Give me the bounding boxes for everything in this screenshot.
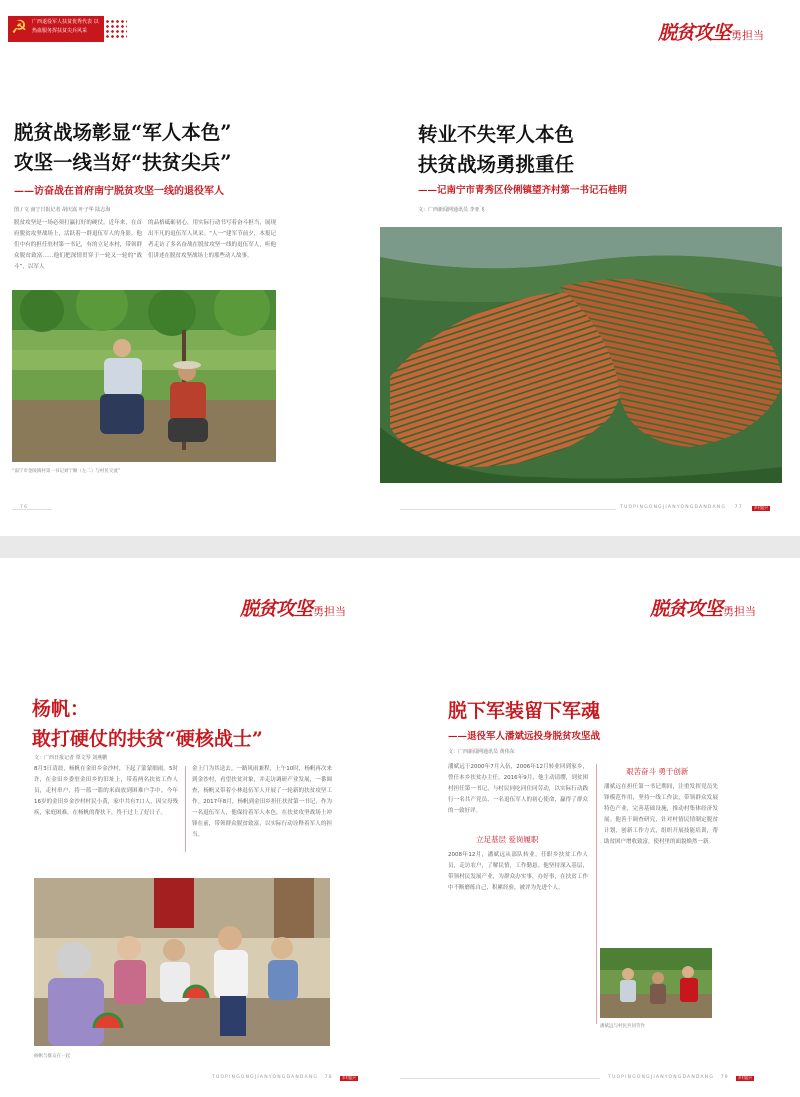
article-subtitle: ——记南宁市青秀区伶俐镇望齐村第一书记石桂明	[418, 185, 628, 196]
title-line: 杨帆：	[32, 698, 90, 720]
page-number: 79	[720, 1075, 729, 1080]
article-title	[32, 694, 263, 754]
hammer-sickle-icon: ☭	[11, 17, 28, 38]
footer-rule	[12, 509, 52, 510]
aerial-photo-terraced-hills	[380, 227, 782, 483]
article-photo-field-work	[600, 948, 712, 1018]
page-78	[0, 558, 400, 1097]
brand-suffix: 勇担当	[313, 605, 347, 618]
article-byline: 文：广西新闻网通讯员 黄伟东	[448, 749, 515, 755]
article-photo-watermelon-gathering	[34, 878, 330, 1046]
magazine-spread-2	[0, 558, 800, 1097]
column-divider	[185, 766, 186, 852]
title-line: 敢打硬仗的扶贫“硬核战士”	[32, 728, 263, 750]
photo-caption: “南宁市金陵镇村第一书记刘宁顺（左二）与村民交流”	[12, 469, 121, 474]
page-76	[0, 0, 400, 536]
section-heading-1: 立足基层 爱岗履职	[476, 835, 539, 844]
article-subtitle: ——访奋战在首府南宁脱贫攻坚一线的退役军人	[14, 186, 224, 197]
brand-suffix: 勇担当	[731, 29, 765, 42]
article-photo-kiwi-orchard	[12, 290, 276, 462]
page-number: 78	[324, 1075, 333, 1080]
article-byline: 文：广西日报记者 覃文琴 刘燕鹏	[34, 755, 108, 761]
title-line: 攻坚一线当好“扶贫尖兵”	[14, 151, 232, 174]
page-number: 76	[20, 505, 29, 510]
footer-rule	[400, 1078, 600, 1079]
brand-logo	[658, 18, 764, 45]
brand-logo	[650, 594, 756, 621]
section-tag: 乡村振兴	[738, 1076, 752, 1080]
footer-text: TUOPINGONGJIANYONGDANDANG	[608, 1075, 715, 1080]
brand-name: 脱贫攻坚	[650, 598, 723, 620]
footer-running-title	[604, 1075, 733, 1080]
photo-kiwi-orchard	[12, 290, 276, 462]
photo-terraced-hills	[380, 227, 782, 483]
article-subtitle: ——退役军人潘斌远投身脱贫攻坚战	[448, 731, 601, 742]
section-2-body: 潘斌远在担任第一书记期间，注重发挥党员先锋模范作用，坚持一线工作法，带领群众发展特色产业，完善基础设施，推动村集体经济发展。他善于调查研究，针对村情民情制定脱贫计划，创新工作方式，组织开展技能培训，帮助贫困户增收致富，使村里的面貌焕然一新。	[604, 784, 718, 845]
section-1-body: 2008年12月，潘斌远从部队转业，任职乡扶贫工作人员，走访农户，了解民情，工作勤恳。他坚持深入基层，带领村民发展产业，为群众办实事，办好事，在扶贫工作中不断磨练自己，积累经验，被评为先进个人。	[448, 852, 588, 891]
photo-caption: 杨帆与群众在一起	[34, 1054, 70, 1059]
page-79	[400, 558, 800, 1097]
section-tag: 乡村振兴	[342, 1076, 356, 1080]
article-byline: 文：广西新闻网通讯员 李亚飞	[418, 207, 485, 213]
title-line: 转业不失军人本色	[418, 123, 575, 146]
photo-caption: 潘斌远与村民共同劳作	[600, 1024, 645, 1029]
brand-name: 脱贫攻坚	[658, 22, 731, 44]
section-heading-2: 艰苦奋斗 勇于创新	[626, 767, 689, 776]
body-column-2: 的品格砥砺初心，用实际行动书写着奋斗担当，展现出不凡的退伍军人风采。“人一”建军节前夕，本报记者走访了多名奋战在脱贫攻坚一线的退伍军人，听他们讲述在脱贫攻坚战场上的那些动人故事。	[148, 220, 276, 259]
brand-logo	[240, 594, 346, 621]
footer-running-title	[616, 505, 747, 510]
page-77	[400, 0, 800, 536]
badge-text: 广西退役军人扶贫优秀代表 以热血服务挥扶贫尖兵风采	[32, 19, 99, 34]
column-divider	[596, 764, 597, 1024]
party-badge	[8, 14, 124, 44]
title-line: 脱贫战场彰显“军人本色”	[14, 121, 232, 144]
intro-text: 潘斌远于2000年7月入伍，2006年12月转业回到家乡，曾任本乡扶贫办主任。2016年9月，他主动请缨，到贫困村担任第一书记，与村民同吃同住同劳动，以实际行动践行一名共产党员、一名退伍军人的初心使命，赢得了群众的一致好评。	[448, 764, 588, 814]
title-line: 扶贫战场勇挑重任	[418, 153, 575, 176]
photo-villagers-watermelon	[34, 878, 330, 1046]
body-column-1: 脱贫攻坚是一场必须打赢打好的硬仗。近年来，在首府脱贫攻坚战场上，活跃着一群退伍军人的身影。他们中有的担任驻村第一书记，有的立足本村，带领群众脱贫致富……他们把深情贯穿于一轮又一轮的“战斗”，以军人	[14, 220, 142, 270]
footer-text: TUOPINGONGJIANYONGDANDANG	[620, 505, 727, 510]
footer-running-title	[212, 1075, 333, 1080]
article-title	[14, 118, 231, 178]
page-number: 77	[734, 505, 743, 510]
magazine-spread-1	[0, 0, 800, 536]
photo-field-work	[600, 948, 712, 1018]
body-column-2: 金上门为其送去。一路风雨兼程，上午10时，杨帆再次来到金沙村，看望扶贫对象，并走访调研产业发展，一番调查，杨帆又带着小林退伍军人开展了一轮新的扶贫攻坚工作。2017年8月，杨帆到金田乡担任扶贫第一书记，作为一名退伍军人，他保持着军人本色，在扶贫攻坚战场上冲锋在前，带领群众脱贫致富，以实际行动诠释着军人的担当。	[192, 766, 332, 838]
section-tag: 乡村振兴	[754, 506, 768, 510]
brand-name: 脱贫攻坚	[240, 598, 313, 620]
article-title: 脱下军装留下军魂	[448, 700, 601, 722]
brand-suffix: 勇担当	[723, 605, 757, 618]
article-byline: 图 / 文 南宁日报记者 胡庆嵩 叶子华 陆志海	[14, 207, 111, 213]
footer-text: TUOPINGONGJIANYONGDANDANG	[212, 1075, 319, 1080]
article-title	[418, 120, 574, 180]
dot-pattern	[105, 19, 127, 39]
body-column-1: 8月3日清晨，杨帆在金田乡金沙村，下起了蒙蒙细雨。5时许，在金田乡委驻金田乡的旧址上，带着两名扶贫工作人员，走村串户，将一篮一篮的米面放到困难户手中。今年16岁的金田乡金沙村村民小黄，家中共有7口人，因父母残疾，家庭困难，在杨帆的帮扶下，终于过上了好日子。	[34, 766, 178, 816]
